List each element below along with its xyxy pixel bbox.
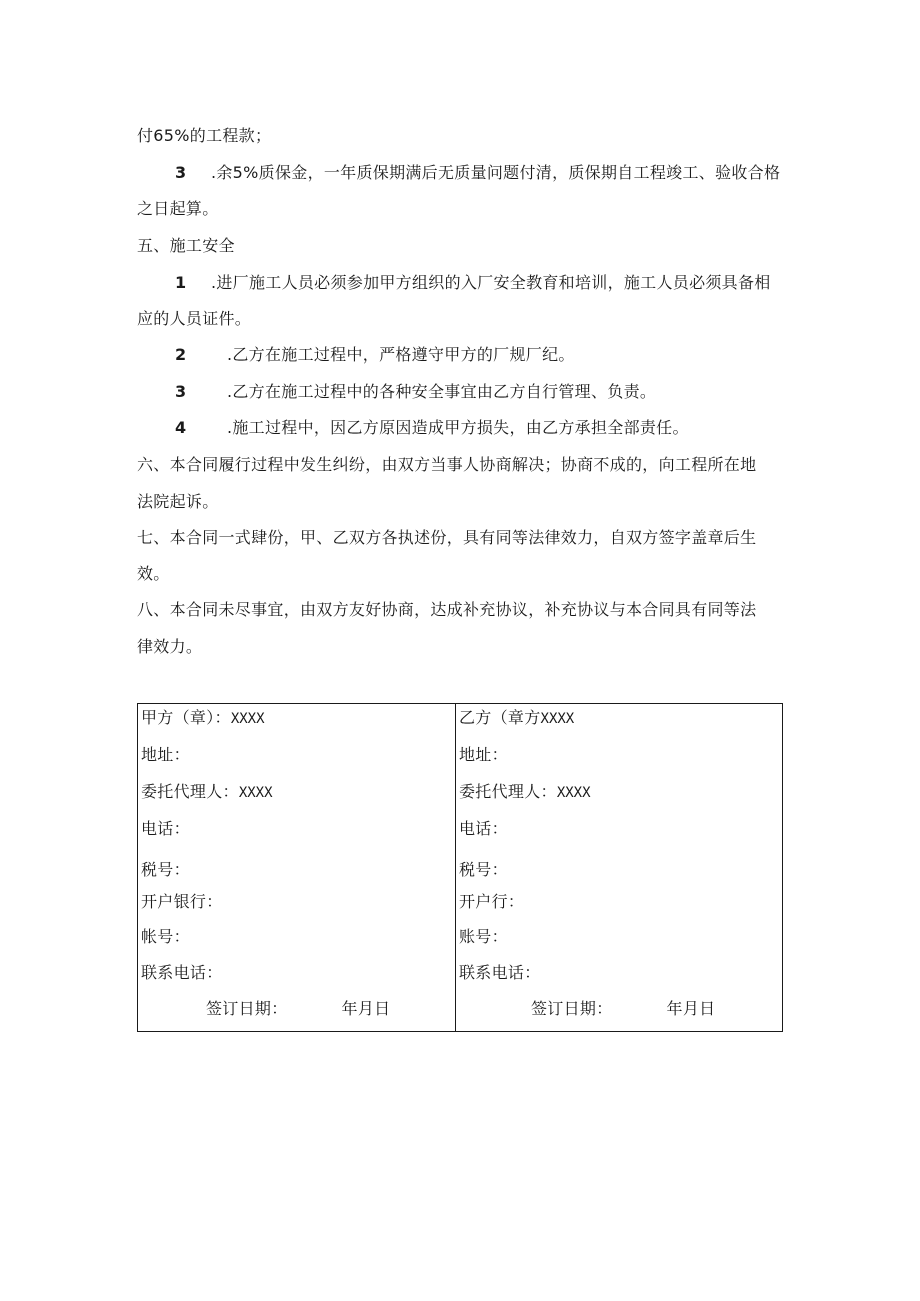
signature-table (137, 703, 783, 1032)
paragraph-text: .乙方在施工过程中的各种安全事宜由乙方自行管理、负责。 (227, 382, 657, 401)
item-number: 3 (175, 382, 187, 401)
safety-item-3 (175, 382, 656, 402)
field-value: XXXX (238, 785, 273, 801)
party-b-bank: 开户行： (459, 892, 525, 911)
item-number: 3 (175, 163, 187, 182)
party-a-bank: 开户银行： (141, 892, 223, 911)
party-a-agent (141, 782, 273, 803)
party-b-address: 地址： (459, 745, 508, 764)
paragraph-text: .进厂施工人员必须参加甲方组织的入厂安全教育和培训，施工人员必须具备相 (211, 273, 771, 292)
section-supplement-cont: 律效力。 (137, 637, 203, 656)
section-copies-cont: 效。 (137, 564, 170, 583)
party-b-sign-date (531, 999, 715, 1019)
party-b-name (459, 708, 574, 729)
safety-item-1-cont: 应的人员证件。 (137, 309, 252, 328)
party-a-tax-id: 税号： (141, 860, 190, 879)
party-a-address: 地址： (141, 745, 190, 764)
field-value: XXXX (540, 711, 575, 727)
section-dispute-cont: 法院起诉。 (137, 492, 219, 511)
date-label: 签订日期： (531, 999, 613, 1018)
party-a-contact-phone: 联系电话： (141, 963, 223, 982)
party-b-phone: 电话： (459, 819, 508, 838)
item-number: 1 (175, 273, 187, 292)
date-label: 签订日期： (206, 999, 288, 1018)
paragraph-text: .乙方在施工过程中，严格遵守甲方的厂规厂纪。 (227, 345, 575, 364)
field-label: 委托代理人： (141, 782, 239, 801)
party-b-contact-phone: 联系电话： (459, 963, 541, 982)
section-title-safety: 五、施工安全 (137, 236, 235, 255)
paragraph-retention (175, 163, 780, 183)
section-dispute: 六、本合同履行过程中发生纠纷，由双方当事人协商解决；协商不成的，向工程所在地 (137, 455, 757, 474)
paragraph-retention-cont: 之日起算。 (137, 199, 219, 218)
field-value: XXXX (230, 711, 265, 727)
date-value: 年月日 (341, 999, 391, 1018)
party-a-name (141, 708, 265, 729)
paragraph-text: .余5%质保金，一年质保期满后无质量问题付清，质保期自工程竣工、验收合格 (211, 163, 781, 182)
party-a-phone: 电话： (141, 819, 190, 838)
party-a-sign-date (206, 999, 390, 1019)
field-label: 甲方（章）： (141, 708, 231, 727)
section-supplement: 八、本合同未尽事宜，由双方友好协商，达成补充协议，补充协议与本合同具有同等法 (137, 600, 757, 619)
paragraph-text: .施工过程中，因乙方原因造成甲方损失，由乙方承担全部责任。 (227, 418, 689, 437)
item-number: 4 (175, 418, 187, 437)
safety-item-4 (175, 418, 689, 438)
date-value: 年月日 (666, 999, 716, 1018)
party-b-account: 账号： (459, 927, 508, 946)
party-b-column (456, 704, 782, 1031)
field-value: XXXX (556, 785, 591, 801)
party-a-account: 帐号： (141, 927, 190, 946)
safety-item-1 (175, 273, 771, 293)
party-b-agent (459, 782, 591, 803)
item-number: 2 (175, 345, 187, 364)
field-label: 乙方（章方 (459, 708, 541, 727)
party-a-column (138, 704, 455, 1031)
paragraph-payment-65: 付65%的工程款； (137, 126, 272, 145)
safety-item-2 (175, 345, 575, 365)
party-b-tax-id: 税号： (459, 860, 508, 879)
section-copies: 七、本合同一式肆份，甲、乙双方各执述份，具有同等法律效力，自双方签字盖章后生 (137, 528, 757, 547)
field-label: 委托代理人： (459, 782, 557, 801)
